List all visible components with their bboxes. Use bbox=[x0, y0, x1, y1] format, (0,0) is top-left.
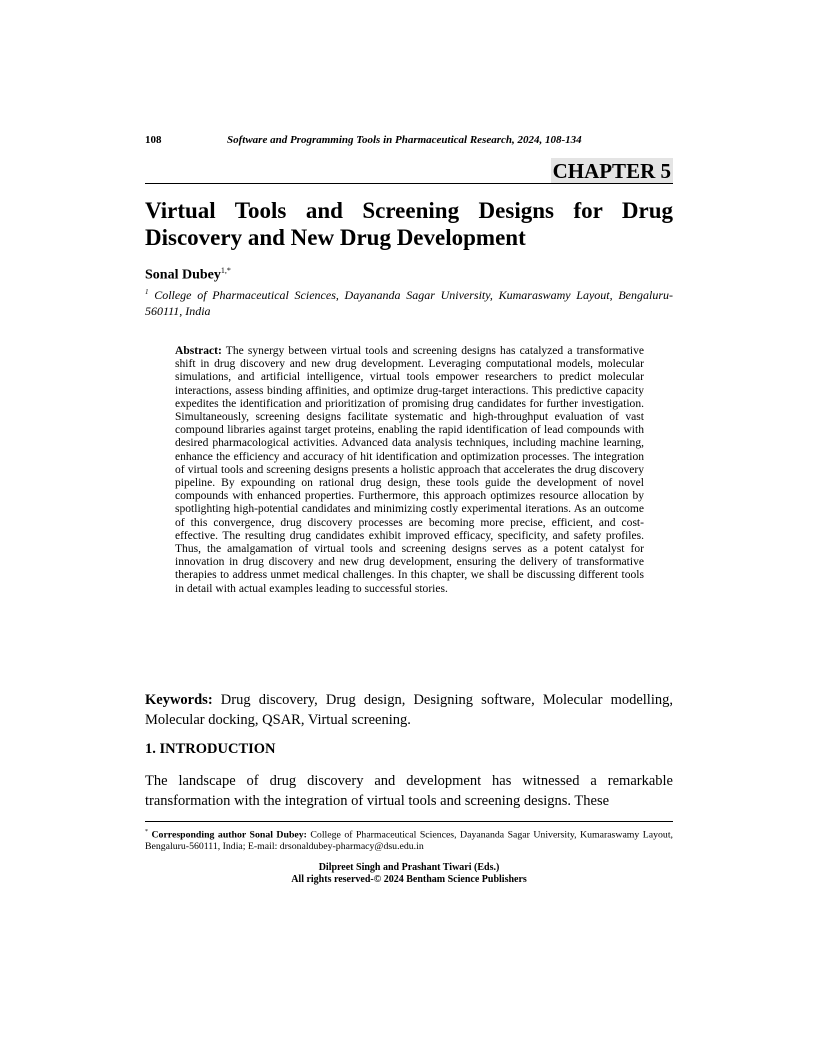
affiliation-mark: 1 bbox=[145, 288, 149, 296]
rights-line: All rights reserved-© 2024 Bentham Science Publishers bbox=[291, 874, 527, 885]
affiliation-text: College of Pharmaceutical Sciences, Dayananda Sagar University, Kumaraswamy Layout, Bengaluru-560111, India bbox=[145, 288, 673, 318]
page-number: 108 bbox=[145, 134, 162, 146]
chapter-title: Virtual Tools and Screening Designs for Drug Discovery and New Drug Development bbox=[145, 198, 673, 250]
author-line bbox=[145, 262, 231, 284]
section-paragraph: The landscape of drug discovery and development has witnessed a remarkable transformation with the integration of virtual tools and screening designs. These bbox=[145, 773, 673, 809]
footnote bbox=[145, 826, 673, 853]
abstract bbox=[175, 345, 644, 596]
footnote-text: College of Pharmaceutical Sciences, Dayananda Sagar University, Kumaraswamy Layout, Bengaluru-560111, India; E-mail: drsonaldubey-pharmacy@dsu.edu.in bbox=[145, 829, 673, 853]
footnote-rule bbox=[145, 821, 673, 822]
keywords bbox=[145, 690, 673, 730]
abstract-label: Abstract: bbox=[175, 345, 222, 357]
affiliation bbox=[145, 284, 673, 319]
header-rule bbox=[145, 183, 673, 184]
editors-line: Dilpreet Singh and Prashant Tiwari (Eds.) bbox=[318, 862, 500, 873]
author-name: Sonal Dubey bbox=[145, 267, 221, 283]
footnote-mark: * bbox=[145, 829, 148, 835]
abstract-text: The synergy between virtual tools and screening designs has catalyzed a transformative shift in drug discovery and new drug development. Leveraging computational models, molecular simulations, and artificial intelligence, virtual tools empower researchers to predict molecular interactions, assess binding affinities, and optimize drug-target interactions. This predictive capacity expedites the identification and prioritization of promising drug candidates for further investigation. Simultaneously, screening designs facilitate systematic and high-throughput evaluation of vast compound libraries against target proteins, enabling the rapid identification of lead compounds with desired pharmacological activities. Advanced data analysis techniques, including machine learning, enhance the efficiency and accuracy of hit identification and optimization processes. The integration of virtual tools and screening designs presents a holistic approach that accelerates the drug discovery pipeline. By expounding on rational drug design, these tools guide the development of novel compounds with enhanced properties. Furthermore, this approach optimizes resource allocation by spotlighting high-potential candidates and minimizing costly experimental iterations. As an outcome of this convergence, drug discovery processes are becoming more precise, efficient, and cost-effective. The resulting drug candidates exhibit improved efficacy, specificity, and safety profiles. Thus, the amalgamation of virtual tools and screening designs serves as a potent catalyst for innovation in drug discovery and new drug development, ensuring the delivery of transformative therapies to address unmet medical challenges. In this chapter, we shall be discussing different tools in detail with actual examples leading to successful stories. bbox=[175, 345, 644, 595]
chapter-label: CHAPTER 5 bbox=[552, 159, 671, 183]
publisher-block bbox=[145, 862, 673, 886]
keywords-label: Keywords: bbox=[145, 692, 213, 708]
journal-citation: Software and Programming Tools in Pharmaceutical Research, 2024, 108-134 bbox=[227, 134, 582, 146]
author-marks: 1,* bbox=[220, 266, 231, 275]
section-heading: 1. INTRODUCTION bbox=[145, 741, 276, 757]
footnote-label: Corresponding author Sonal Dubey: bbox=[148, 829, 307, 841]
keywords-text: Drug discovery, Drug design, Designing software, Molecular modelling, Molecular docking, QSAR, Virtual screening. bbox=[145, 692, 673, 728]
